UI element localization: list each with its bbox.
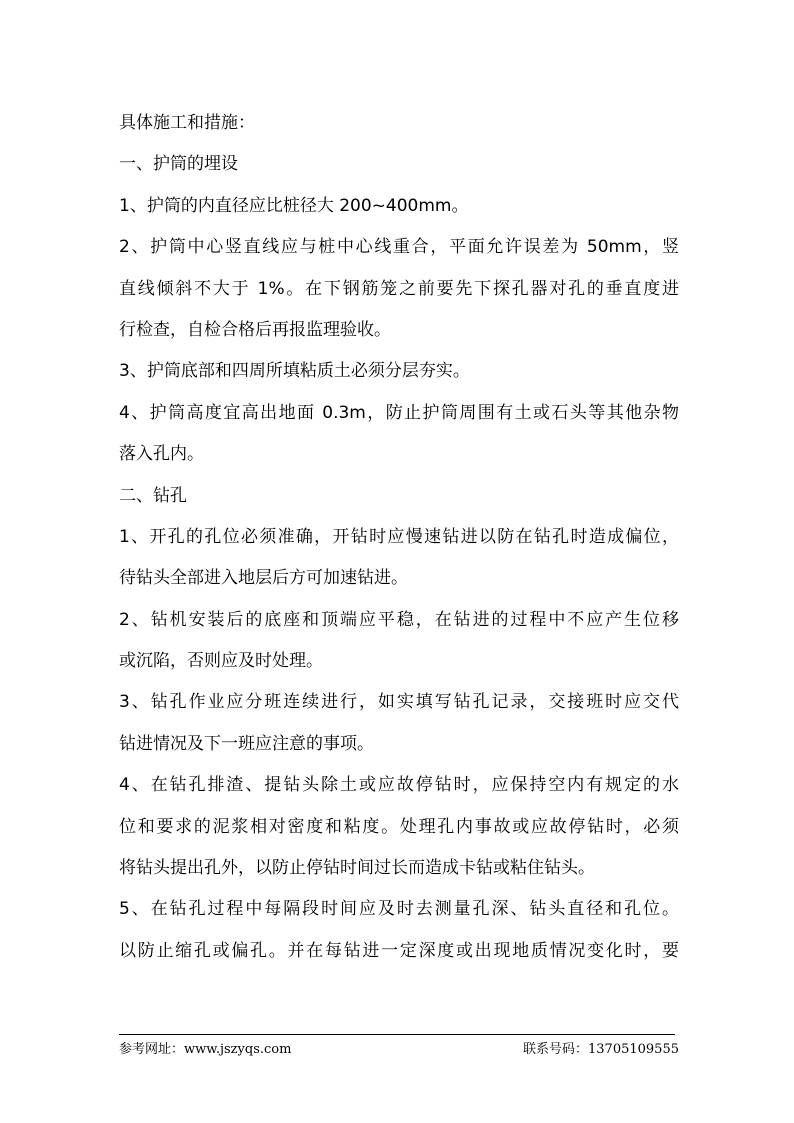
footer-phone: 联系号码：13705109555 (523, 1042, 679, 1057)
text-line: 4、护筒高度宜高出地面 0.3m，防止护筒周围有土或石头等其他杂物 (119, 402, 679, 423)
text-line: 1、开孔的孔位必须准确，开钻时应慢速钻进以防在钻孔时造成偏位， (119, 526, 679, 547)
text-line: 二、钻孔 (119, 485, 187, 506)
text-line: 5、在钻孔过程中每隔段时间应及时去测量孔深、钻头直径和孔位。 (119, 899, 679, 920)
text-line: 1、护筒的内直径应比桩径大 200~400mm。 (119, 195, 469, 216)
text-line: 待钻头全部进入地层后方可加速钻进。 (119, 568, 408, 589)
text-line: 2、护筒中心竖直线应与桩中心线重合，平面允许误差为 50mm，竖 (119, 237, 679, 258)
text-line: 一、护筒的埋设 (119, 154, 238, 175)
text-line: 以防止缩孔或偏孔。并在每钻进一定深度或出现地质情况变化时，要 (119, 940, 679, 961)
text-line: 钻进情况及下一班应注意的事项。 (119, 733, 374, 754)
text-line: 具体施工和措施： (119, 113, 255, 133)
page-footer (119, 1040, 679, 1060)
text-line: 落入孔内。 (119, 444, 204, 465)
text-line: 位和要求的泥浆相对密度和粘度。处理孔内事故或应故停钻时，必须 (119, 816, 679, 837)
document-body (119, 103, 679, 972)
text-line: 4、在钻孔排渣、提钻头除土或应故停钻时，应保持空内有规定的水 (119, 775, 679, 796)
footer-divider (119, 1034, 675, 1035)
text-line: 2、钻机安装后的底座和顶端应平稳，在钻进的过程中不应产生位移 (119, 609, 679, 630)
text-line: 3、钻孔作业应分班连续进行，如实填写钻孔记录，交接班时应交代 (119, 692, 679, 713)
text-line: 行检查，自检合格后再报监理验收。 (119, 319, 391, 340)
text-line: 将钻头提出孔外，以防止停钻时间过长而造成卡钻或粘住钻头。 (119, 858, 595, 879)
footer-website: 参考网址：www.jszyqs.com (119, 1042, 292, 1057)
text-line: 3、护筒底部和四周所填粘质土必须分层夯实。 (119, 361, 470, 382)
text-line: 或沉陷，否则应及时处理。 (119, 651, 323, 672)
text-line: 直线倾斜不大于 1%。在下钢筋笼之前要先下探孔器对孔的垂直度进 (119, 278, 679, 299)
